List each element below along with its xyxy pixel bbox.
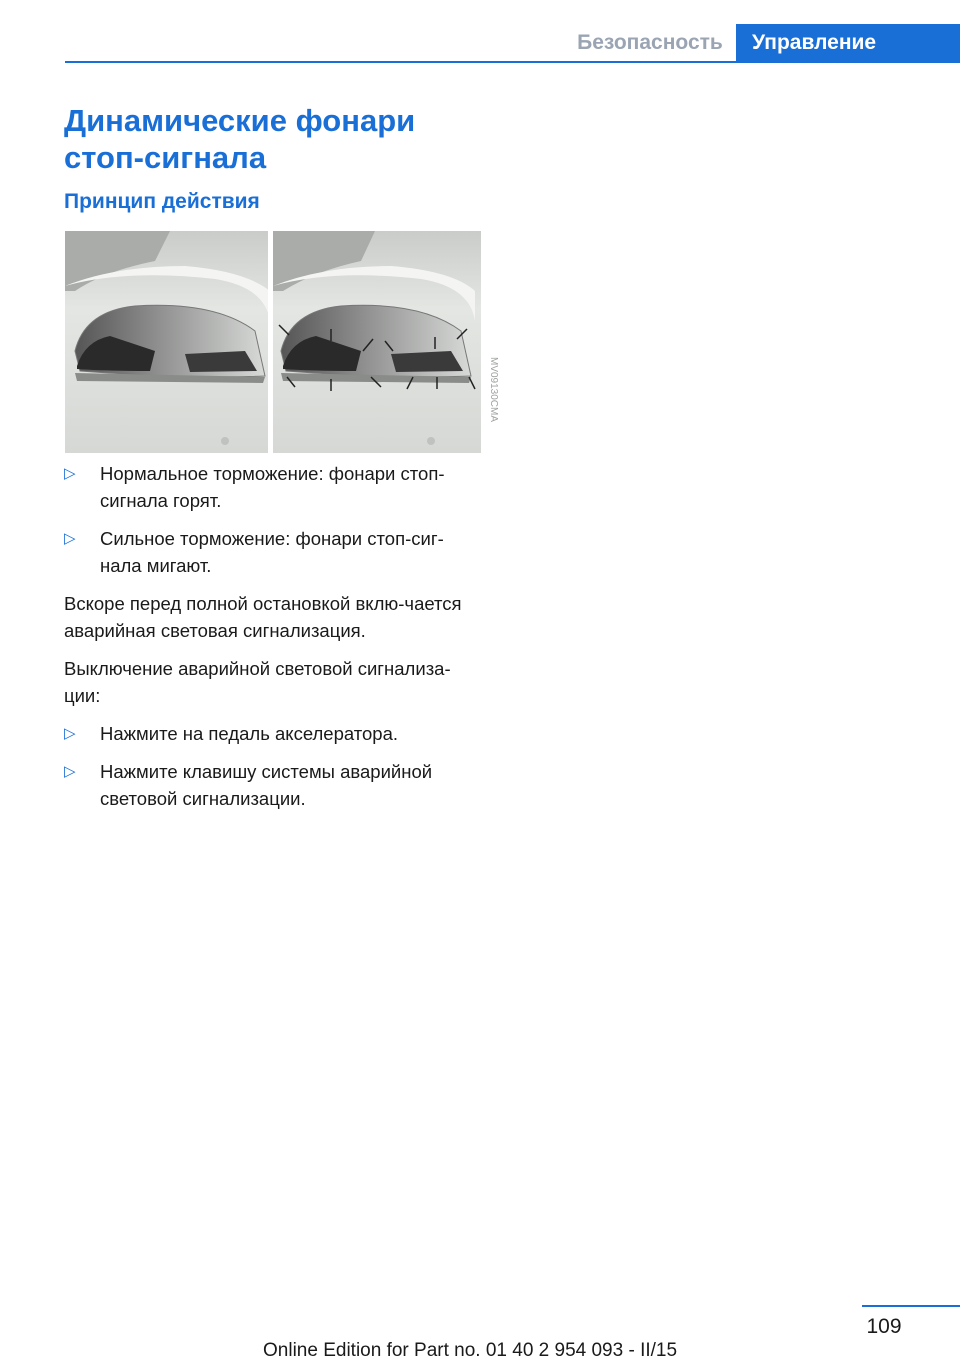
page-title: Динамические фонари стоп-сигнала	[64, 103, 416, 175]
bullet-triangle-icon: ▷	[64, 763, 76, 780]
brake-lights-illustration	[65, 231, 499, 453]
bullet-triangle-icon: ▷	[64, 530, 76, 547]
tab-chapter: Управление	[736, 24, 960, 61]
list-item-text: Сильное торможение: фонари стоп-сиг-нала мигают.	[100, 528, 444, 576]
page-number: 109	[866, 1315, 902, 1338]
header-divider	[65, 61, 960, 63]
footer-divider	[862, 1305, 960, 1307]
list-item-text: Нормальное торможение: фонари стоп-сигнала горят.	[100, 463, 445, 511]
panel-divider	[268, 231, 273, 453]
edition-footer: Online Edition for Part no. 01 40 2 954 093 - II/15	[263, 1340, 678, 1361]
paragraph: Выключение аварийной световой сигнализа-ции:	[64, 658, 451, 706]
list-item-text: Нажмите на педаль акселератора.	[100, 723, 399, 744]
figure-code: MV09130CMA	[488, 357, 499, 423]
list-item-text: Нажмите клавишу системы аварийной световой сигнализации.	[100, 761, 433, 809]
paragraph: Вскоре перед полной остановкой вклю-чается аварийная световая сигнализация.	[64, 593, 462, 641]
list-item	[64, 720, 484, 747]
list-item	[64, 460, 484, 514]
bullet-triangle-icon: ▷	[64, 465, 76, 482]
list-item	[64, 758, 484, 812]
section-subtitle: Принцип действия	[64, 190, 260, 213]
bullet-triangle-icon: ▷	[64, 725, 76, 742]
body-content	[64, 460, 484, 823]
tab-section: Безопасность	[577, 30, 723, 54]
list-item	[64, 525, 484, 579]
